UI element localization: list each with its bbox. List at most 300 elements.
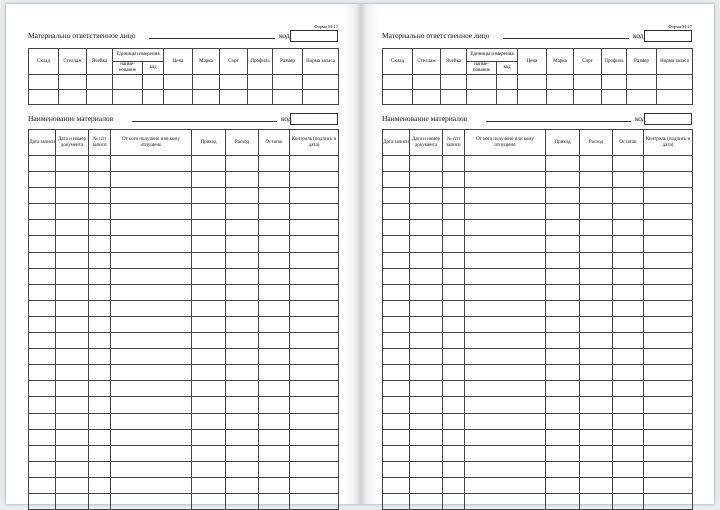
ledger-cell[interactable] [226, 284, 259, 300]
ledger-cell[interactable] [443, 172, 465, 188]
ledger-cell[interactable] [443, 381, 465, 397]
ledger-cell[interactable] [56, 316, 89, 332]
ledger-cell[interactable] [546, 300, 580, 316]
ledger-cell[interactable] [29, 300, 56, 316]
ledger-cell[interactable] [546, 349, 580, 365]
ledger-cell[interactable] [546, 445, 580, 461]
ledger-cell[interactable] [226, 333, 259, 349]
ledger-cell[interactable] [89, 445, 111, 461]
ledger-cell[interactable] [410, 172, 443, 188]
ledger-cell[interactable] [259, 172, 290, 188]
ledger-cell[interactable] [644, 333, 693, 349]
ledger-cell[interactable] [644, 268, 693, 284]
ledger-cell[interactable] [89, 397, 111, 413]
ledger-cell[interactable] [465, 156, 546, 172]
ledger-cell[interactable] [290, 156, 339, 172]
ledger-cell[interactable] [226, 365, 259, 381]
ledger-cell[interactable] [259, 300, 290, 316]
ledger-cell[interactable] [226, 268, 259, 284]
ledger-cell[interactable] [580, 316, 613, 332]
ledger-cell[interactable] [465, 300, 546, 316]
ledger-cell[interactable] [644, 236, 693, 252]
ledger-cell[interactable] [410, 316, 443, 332]
ledger-cell[interactable] [383, 316, 410, 332]
ledger-cell[interactable] [410, 236, 443, 252]
ledger-cell[interactable] [226, 252, 259, 268]
ledger-cell[interactable] [443, 204, 465, 220]
ledger-cell[interactable] [410, 413, 443, 429]
ledger-cell[interactable] [29, 284, 56, 300]
ledger-cell[interactable] [580, 220, 613, 236]
ledger-cell[interactable] [290, 397, 339, 413]
ledger-cell[interactable] [259, 156, 290, 172]
ledger-cell[interactable] [383, 381, 410, 397]
ledger-cell[interactable] [29, 204, 56, 220]
ledger-cell[interactable] [192, 220, 226, 236]
ledger-cell[interactable] [383, 365, 410, 381]
ledger-cell[interactable] [226, 204, 259, 220]
ledger-cell[interactable] [192, 284, 226, 300]
ledger-cell[interactable] [89, 461, 111, 477]
ledger-cell[interactable] [443, 188, 465, 204]
ledger-cell[interactable] [410, 397, 443, 413]
ledger-cell[interactable] [546, 365, 580, 381]
ledger-cell[interactable] [226, 172, 259, 188]
ledger-cell[interactable] [111, 284, 192, 300]
ledger-cell[interactable] [89, 172, 111, 188]
ledger-cell[interactable] [410, 252, 443, 268]
ledger-cell[interactable] [259, 284, 290, 300]
ledger-cell[interactable] [226, 413, 259, 429]
ledger-cell[interactable] [111, 333, 192, 349]
ledger-cell[interactable] [259, 397, 290, 413]
ledger-cell[interactable] [290, 333, 339, 349]
ledger-cell[interactable] [465, 381, 546, 397]
ledger-cell[interactable] [644, 445, 693, 461]
ledger-cell[interactable] [580, 461, 613, 477]
ledger-cell[interactable] [383, 204, 410, 220]
ledger-cell[interactable] [290, 220, 339, 236]
ledger-cell[interactable] [443, 220, 465, 236]
ledger-cell[interactable] [259, 365, 290, 381]
ledger-cell[interactable] [226, 477, 259, 493]
ledger-cell[interactable] [383, 333, 410, 349]
ledger-cell[interactable] [259, 333, 290, 349]
ledger-cell[interactable] [410, 445, 443, 461]
ledger-cell[interactable] [443, 284, 465, 300]
ledger-cell[interactable] [111, 252, 192, 268]
ledger-cell[interactable] [259, 268, 290, 284]
ledger-cell[interactable] [29, 333, 56, 349]
ledger-cell[interactable] [89, 220, 111, 236]
ledger-cell[interactable] [580, 429, 613, 445]
ledger-cell[interactable] [383, 477, 410, 493]
ledger-cell[interactable] [89, 493, 111, 509]
ledger-cell[interactable] [29, 381, 56, 397]
ledger-cell[interactable] [580, 381, 613, 397]
ledger-cell[interactable] [56, 429, 89, 445]
ledger-cell[interactable] [644, 284, 693, 300]
ledger-cell[interactable] [613, 493, 644, 509]
ledger-cell[interactable] [192, 333, 226, 349]
ledger-cell[interactable] [613, 188, 644, 204]
ledger-cell[interactable] [259, 381, 290, 397]
ledger-cell[interactable] [111, 188, 192, 204]
ledger-cell[interactable] [29, 268, 56, 284]
ledger-cell[interactable] [29, 477, 56, 493]
ledger-cell[interactable] [226, 493, 259, 509]
ledger-cell[interactable] [580, 236, 613, 252]
ledger-cell[interactable] [383, 172, 410, 188]
ledger-cell[interactable] [410, 349, 443, 365]
ledger-cell[interactable] [290, 268, 339, 284]
ledger-cell[interactable] [613, 461, 644, 477]
ledger-cell[interactable] [192, 349, 226, 365]
ledger-cell[interactable] [580, 397, 613, 413]
ledger-cell[interactable] [29, 365, 56, 381]
ledger-cell[interactable] [111, 365, 192, 381]
ledger-cell[interactable] [29, 220, 56, 236]
ledger-cell[interactable] [383, 445, 410, 461]
ledger-cell[interactable] [192, 316, 226, 332]
ledger-cell[interactable] [290, 477, 339, 493]
ledger-cell[interactable] [465, 429, 546, 445]
ledger-cell[interactable] [580, 413, 613, 429]
ledger-cell[interactable] [259, 220, 290, 236]
ledger-cell[interactable] [226, 156, 259, 172]
ledger-cell[interactable] [89, 268, 111, 284]
ledger-cell[interactable] [383, 461, 410, 477]
ledger-cell[interactable] [465, 188, 546, 204]
ledger-cell[interactable] [89, 300, 111, 316]
ledger-cell[interactable] [580, 188, 613, 204]
ledger-cell[interactable] [546, 429, 580, 445]
ledger-cell[interactable] [580, 300, 613, 316]
ledger-cell[interactable] [383, 268, 410, 284]
ledger-cell[interactable] [465, 365, 546, 381]
ledger-cell[interactable] [89, 204, 111, 220]
code-box[interactable] [290, 113, 338, 125]
ledger-cell[interactable] [546, 204, 580, 220]
ledger-cell[interactable] [410, 365, 443, 381]
responsible-person-line[interactable] [503, 38, 629, 39]
ledger-cell[interactable] [192, 429, 226, 445]
ledger-cell[interactable] [465, 284, 546, 300]
ledger-cell[interactable] [443, 397, 465, 413]
ledger-cell[interactable] [613, 316, 644, 332]
ledger-cell[interactable] [613, 268, 644, 284]
ledger-cell[interactable] [644, 429, 693, 445]
ledger-cell[interactable] [29, 236, 56, 252]
ledger-cell[interactable] [465, 252, 546, 268]
ledger-cell[interactable] [410, 477, 443, 493]
ledger-cell[interactable] [56, 493, 89, 509]
ledger-cell[interactable] [259, 316, 290, 332]
ledger-cell[interactable] [383, 397, 410, 413]
ledger-cell[interactable] [192, 381, 226, 397]
ledger-cell[interactable] [644, 349, 693, 365]
ledger-cell[interactable] [410, 381, 443, 397]
ledger-cell[interactable] [410, 300, 443, 316]
ledger-cell[interactable] [89, 252, 111, 268]
ledger-cell[interactable] [192, 477, 226, 493]
ledger-cell[interactable] [29, 188, 56, 204]
ledger-cell[interactable] [259, 252, 290, 268]
ledger-cell[interactable] [465, 477, 546, 493]
ledger-cell[interactable] [644, 413, 693, 429]
ledger-cell[interactable] [226, 397, 259, 413]
ledger-cell[interactable] [580, 268, 613, 284]
ledger-cell[interactable] [546, 156, 580, 172]
ledger-cell[interactable] [192, 300, 226, 316]
ledger-cell[interactable] [613, 445, 644, 461]
ledger-cell[interactable] [410, 493, 443, 509]
ledger-cell[interactable] [290, 349, 339, 365]
ledger-cell[interactable] [192, 188, 226, 204]
ledger-cell[interactable] [465, 461, 546, 477]
ledger-cell[interactable] [111, 204, 192, 220]
ledger-cell[interactable] [56, 156, 89, 172]
ledger-cell[interactable] [644, 252, 693, 268]
ledger-cell[interactable] [290, 316, 339, 332]
ledger-cell[interactable] [410, 268, 443, 284]
ledger-cell[interactable] [644, 381, 693, 397]
ledger-cell[interactable] [192, 204, 226, 220]
ledger-cell[interactable] [546, 477, 580, 493]
ledger-cell[interactable] [443, 413, 465, 429]
ledger-cell[interactable] [546, 381, 580, 397]
ledger-cell[interactable] [259, 413, 290, 429]
material-name-line[interactable] [132, 121, 277, 122]
ledger-cell[interactable] [29, 156, 56, 172]
ledger-cell[interactable] [56, 445, 89, 461]
ledger-cell[interactable] [580, 172, 613, 188]
ledger-cell[interactable] [613, 349, 644, 365]
ledger-cell[interactable] [613, 220, 644, 236]
responsible-person-line[interactable] [149, 38, 275, 39]
ledger-cell[interactable] [613, 300, 644, 316]
ledger-cell[interactable] [644, 188, 693, 204]
ledger-cell[interactable] [290, 493, 339, 509]
ledger-cell[interactable] [443, 477, 465, 493]
ledger-cell[interactable] [111, 156, 192, 172]
ledger-cell[interactable] [259, 429, 290, 445]
ledger-cell[interactable] [259, 445, 290, 461]
ledger-cell[interactable] [226, 220, 259, 236]
ledger-cell[interactable] [443, 236, 465, 252]
ledger-cell[interactable] [613, 204, 644, 220]
ledger-cell[interactable] [443, 316, 465, 332]
ledger-cell[interactable] [443, 252, 465, 268]
ledger-cell[interactable] [29, 413, 56, 429]
ledger-cell[interactable] [226, 300, 259, 316]
ledger-cell[interactable] [465, 333, 546, 349]
ledger-cell[interactable] [111, 268, 192, 284]
ledger-cell[interactable] [192, 156, 226, 172]
ledger-cell[interactable] [644, 477, 693, 493]
ledger-cell[interactable] [290, 204, 339, 220]
ledger-cell[interactable] [56, 413, 89, 429]
ledger-cell[interactable] [290, 381, 339, 397]
ledger-cell[interactable] [226, 349, 259, 365]
ledger-cell[interactable] [383, 300, 410, 316]
ledger-cell[interactable] [192, 252, 226, 268]
ledger-cell[interactable] [383, 188, 410, 204]
ledger-cell[interactable] [613, 284, 644, 300]
ledger-cell[interactable] [290, 413, 339, 429]
ledger-cell[interactable] [89, 477, 111, 493]
ledger-cell[interactable] [443, 461, 465, 477]
ledger-cell[interactable] [56, 365, 89, 381]
ledger-cell[interactable] [111, 461, 192, 477]
ledger-cell[interactable] [290, 365, 339, 381]
ledger-cell[interactable] [580, 333, 613, 349]
ledger-cell[interactable] [580, 204, 613, 220]
ledger-cell[interactable] [29, 172, 56, 188]
ledger-cell[interactable] [192, 493, 226, 509]
ledger-cell[interactable] [613, 156, 644, 172]
ledger-cell[interactable] [410, 156, 443, 172]
ledger-cell[interactable] [290, 445, 339, 461]
ledger-cell[interactable] [465, 493, 546, 509]
ledger-cell[interactable] [111, 220, 192, 236]
ledger-cell[interactable] [546, 493, 580, 509]
ledger-cell[interactable] [89, 381, 111, 397]
ledger-cell[interactable] [613, 429, 644, 445]
ledger-cell[interactable] [290, 461, 339, 477]
ledger-cell[interactable] [644, 156, 693, 172]
ledger-cell[interactable] [111, 349, 192, 365]
ledger-cell[interactable] [29, 461, 56, 477]
ledger-cell[interactable] [29, 397, 56, 413]
ledger-cell[interactable] [383, 493, 410, 509]
ledger-cell[interactable] [226, 445, 259, 461]
ledger-cell[interactable] [465, 220, 546, 236]
ledger-cell[interactable] [226, 236, 259, 252]
ledger-cell[interactable] [546, 461, 580, 477]
ledger-cell[interactable] [192, 397, 226, 413]
ledger-cell[interactable] [546, 236, 580, 252]
ledger-cell[interactable] [192, 365, 226, 381]
ledger-cell[interactable] [383, 349, 410, 365]
ledger-cell[interactable] [546, 172, 580, 188]
ledger-cell[interactable] [546, 252, 580, 268]
ledger-cell[interactable] [383, 413, 410, 429]
ledger-cell[interactable] [546, 397, 580, 413]
ledger-cell[interactable] [443, 268, 465, 284]
ledger-cell[interactable] [192, 268, 226, 284]
ledger-cell[interactable] [613, 413, 644, 429]
ledger-cell[interactable] [89, 429, 111, 445]
ledger-cell[interactable] [259, 188, 290, 204]
ledger-cell[interactable] [410, 204, 443, 220]
ledger-cell[interactable] [111, 493, 192, 509]
ledger-cell[interactable] [644, 204, 693, 220]
ledger-cell[interactable] [546, 220, 580, 236]
ledger-cell[interactable] [644, 365, 693, 381]
ledger-cell[interactable] [192, 172, 226, 188]
ledger-cell[interactable] [644, 316, 693, 332]
ledger-cell[interactable] [290, 429, 339, 445]
code-box[interactable] [290, 30, 338, 42]
material-name-line[interactable] [486, 121, 631, 122]
code-box[interactable] [644, 113, 692, 125]
ledger-cell[interactable] [613, 236, 644, 252]
ledger-cell[interactable] [383, 252, 410, 268]
ledger-cell[interactable] [290, 188, 339, 204]
ledger-cell[interactable] [465, 316, 546, 332]
ledger-cell[interactable] [465, 349, 546, 365]
ledger-cell[interactable] [226, 429, 259, 445]
ledger-cell[interactable] [546, 284, 580, 300]
ledger-cell[interactable] [89, 284, 111, 300]
ledger-cell[interactable] [226, 381, 259, 397]
ledger-cell[interactable] [443, 156, 465, 172]
ledger-cell[interactable] [259, 204, 290, 220]
ledger-cell[interactable] [613, 172, 644, 188]
ledger-cell[interactable] [29, 316, 56, 332]
ledger-cell[interactable] [56, 252, 89, 268]
ledger-cell[interactable] [410, 461, 443, 477]
ledger-cell[interactable] [465, 397, 546, 413]
ledger-cell[interactable] [613, 477, 644, 493]
ledger-cell[interactable] [226, 461, 259, 477]
ledger-cell[interactable] [383, 220, 410, 236]
ledger-cell[interactable] [259, 477, 290, 493]
ledger-cell[interactable] [465, 172, 546, 188]
ledger-cell[interactable] [443, 300, 465, 316]
ledger-cell[interactable] [89, 333, 111, 349]
ledger-cell[interactable] [259, 236, 290, 252]
ledger-cell[interactable] [111, 300, 192, 316]
ledger-cell[interactable] [290, 252, 339, 268]
ledger-cell[interactable] [56, 461, 89, 477]
ledger-cell[interactable] [465, 236, 546, 252]
ledger-cell[interactable] [613, 397, 644, 413]
ledger-cell[interactable] [580, 477, 613, 493]
ledger-cell[interactable] [443, 365, 465, 381]
ledger-cell[interactable] [383, 284, 410, 300]
ledger-cell[interactable] [29, 429, 56, 445]
ledger-cell[interactable] [89, 365, 111, 381]
ledger-cell[interactable] [111, 429, 192, 445]
ledger-cell[interactable] [546, 268, 580, 284]
ledger-cell[interactable] [465, 445, 546, 461]
ledger-cell[interactable] [29, 349, 56, 365]
ledger-cell[interactable] [111, 397, 192, 413]
ledger-cell[interactable] [111, 316, 192, 332]
ledger-cell[interactable] [192, 236, 226, 252]
ledger-cell[interactable] [259, 349, 290, 365]
ledger-cell[interactable] [56, 236, 89, 252]
ledger-cell[interactable] [111, 172, 192, 188]
ledger-cell[interactable] [290, 172, 339, 188]
ledger-cell[interactable] [410, 284, 443, 300]
ledger-cell[interactable] [580, 445, 613, 461]
ledger-cell[interactable] [410, 188, 443, 204]
ledger-cell[interactable] [443, 349, 465, 365]
ledger-cell[interactable] [465, 268, 546, 284]
ledger-cell[interactable] [56, 204, 89, 220]
ledger-cell[interactable] [192, 413, 226, 429]
ledger-cell[interactable] [89, 188, 111, 204]
ledger-cell[interactable] [613, 333, 644, 349]
ledger-cell[interactable] [89, 349, 111, 365]
ledger-cell[interactable] [443, 493, 465, 509]
code-box[interactable] [644, 30, 692, 42]
ledger-cell[interactable] [56, 268, 89, 284]
ledger-cell[interactable] [546, 333, 580, 349]
